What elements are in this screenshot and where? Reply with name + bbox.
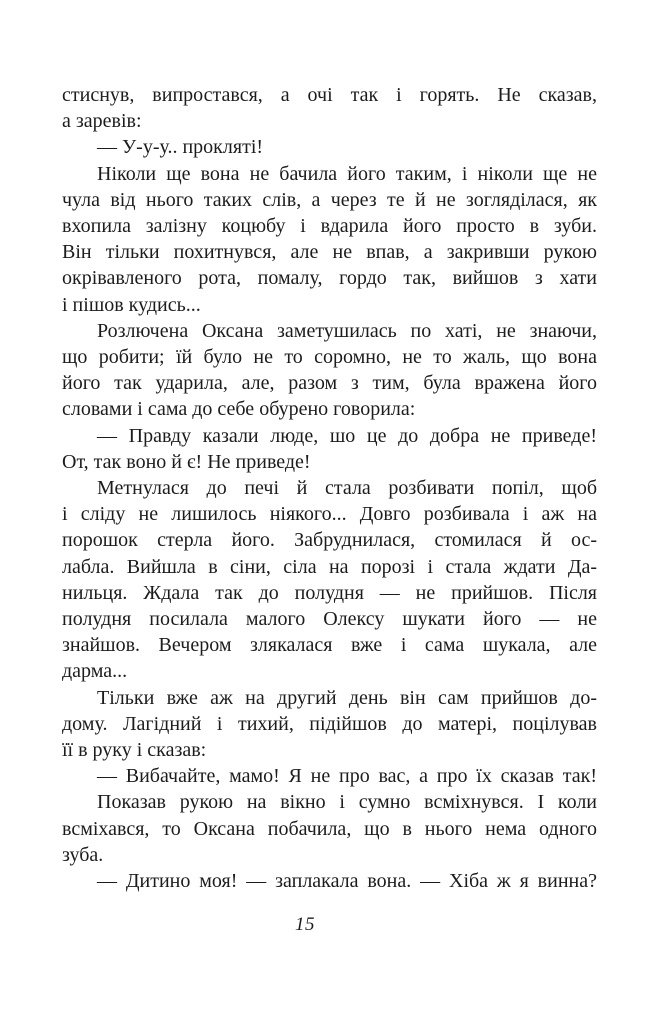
text-line: а заревів: [62, 110, 142, 133]
text-line: Ніколи ще вона не бачила його таким, і ніколи ще не [97, 162, 597, 185]
text-line: — У-у-у.. прокляті! [97, 136, 264, 159]
text-line: полудня посилала малого Олексу шукати його — не [62, 608, 597, 631]
text-line: і пішов кудись... [62, 293, 201, 316]
text-line: — Правду казали люде, шо це до добра не приведе! [97, 424, 597, 447]
text-line: дому. Лагідний і тихий, підійшов до матері, поцілував [62, 712, 597, 735]
text-line: її в руку і сказав: [62, 739, 207, 762]
text-line: нильця. Ждала так до полудня — не прийшов. Після [62, 581, 597, 604]
text-line: що робити; їй було не то соромно, не то жаль, що вона [62, 346, 597, 369]
page-number: 15 [295, 914, 315, 935]
text-line: лабла. Вийшла в сіни, сіла на порозі і стала ждати Да- [62, 555, 597, 578]
text-line: порошок стерла його. Забруднилася, стомилася й ос- [62, 529, 597, 552]
text-line: всміхався, то Оксана побачила, що в нього нема одного [62, 817, 597, 840]
text-line: дарма... [62, 660, 128, 683]
text-line: — Вибачайте, мамо! Я не про вас, а про їх сказав так! [97, 765, 597, 788]
text-line: чула від нього таких слів, а через те й не зогляділася, як [62, 188, 597, 211]
text-line: От, так воно й є! Не приведе! [62, 450, 311, 473]
text-line: — Дитино моя! — заплакала вона. — Хіба ж я винна? [97, 870, 597, 893]
text-line: вхопила залізну коцюбу і вдарила його просто в зуби. [62, 215, 597, 238]
text-line: словами і сама до себе обурено говорила: [62, 398, 416, 421]
text-line: знайшов. Вечером злякалася вже і сама шукала, але [62, 634, 597, 657]
text-line: його так ударила, але, разом з тим, була вражена його [62, 372, 597, 395]
text-line: Показав рукою на вікно і сумно всміхнувся. І коли [97, 791, 597, 814]
text-line: Розлючена Оксана заметушилась по хаті, не знаючи, [97, 319, 597, 342]
text-line: Метнулася до печі й стала розбивати попіл, щоб [97, 477, 597, 500]
text-line: зуба. [62, 843, 104, 866]
text-line: Тільки вже аж на другий день він сам прийшов до- [97, 686, 597, 709]
text-line: Він тільки похитнувся, але не впав, а закривши рукою [62, 241, 597, 264]
text-line: окрівавленого рота, помалу, гордо так, вийшов з хати [62, 267, 597, 290]
text-line: і сліду не лишилось ніякого... Довго розбивала і аж на [62, 503, 597, 526]
text-block [62, 82, 597, 894]
text-line: стиснув, випростався, а очі так і горять. Не сказав, [62, 84, 597, 106]
